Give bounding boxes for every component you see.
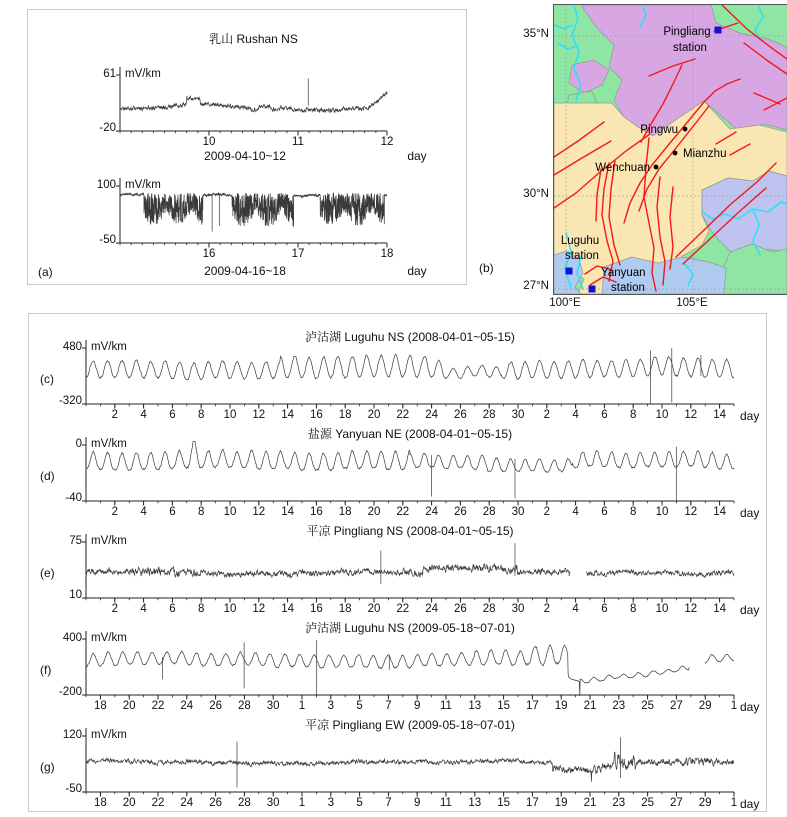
x-tick-g-22: 1 — [730, 797, 738, 809]
x-tick-a1-0: 10 — [202, 136, 216, 148]
panel-label-c: (c) — [40, 372, 54, 386]
x-tick-g-4: 26 — [209, 797, 222, 809]
x-tick-g-0: 18 — [93, 797, 107, 809]
x-tick-d-14: 30 — [511, 506, 525, 518]
xaxis-day-label-a2: day — [407, 264, 427, 278]
x-tick-f-17: 21 — [583, 700, 597, 712]
x-tick-e-15: 2 — [543, 603, 550, 615]
city-dot-1 — [673, 151, 678, 156]
unit-label-a1: mV/km — [125, 68, 161, 80]
map-label-1: station — [673, 42, 707, 54]
x-tick-d-20: 12 — [684, 506, 698, 518]
x-tick-g-15: 17 — [525, 797, 539, 809]
x-tick-c-2: 6 — [169, 409, 176, 421]
x-tick-c-3: 8 — [197, 409, 205, 421]
panel-label-f: (f) — [40, 663, 52, 677]
chart-canvas-a2 — [112, 174, 395, 257]
x-tick-g-1: 20 — [122, 797, 136, 809]
lat-label-1: 30°N — [523, 188, 549, 200]
city-dot-0 — [683, 127, 688, 132]
chart-canvas-f — [78, 627, 742, 709]
x-tick-e-6: 14 — [281, 603, 294, 615]
chart-title-g: 平凉 Pingliang EW (2009-05-18~07-01) — [305, 718, 515, 732]
y-min-label-d: -40 — [65, 492, 82, 504]
x-tick-e-5: 12 — [252, 603, 266, 615]
x-tick-c-20: 12 — [684, 409, 698, 421]
x-tick-a1-2: 12 — [380, 136, 394, 148]
caption-a1: 2009-04-10~12 — [204, 149, 286, 163]
x-tick-e-12: 26 — [453, 603, 467, 615]
x-tick-e-7: 16 — [309, 603, 323, 615]
x-tick-d-15: 2 — [543, 506, 550, 518]
x-tick-g-21: 29 — [698, 797, 712, 809]
x-tick-g-16: 19 — [554, 797, 568, 809]
x-tick-c-8: 18 — [338, 409, 352, 421]
unit-label-c: mV/km — [91, 341, 127, 353]
x-tick-g-3: 24 — [180, 797, 194, 809]
lat-label-0: 35°N — [523, 28, 549, 40]
x-tick-e-2: 6 — [169, 603, 176, 615]
x-tick-f-8: 3 — [327, 700, 334, 712]
xaxis-day-label-f: day — [740, 700, 760, 714]
x-tick-f-10: 7 — [385, 700, 392, 712]
x-tick-f-22: 1 — [730, 700, 738, 712]
chart-title-e: 平凉 Pingliang NS (2008-04-01~05-15) — [306, 524, 514, 538]
station-marker-0 — [715, 27, 722, 34]
x-tick-g-11: 9 — [413, 797, 421, 809]
x-tick-d-0: 2 — [111, 506, 118, 518]
x-tick-g-5: 28 — [237, 797, 251, 809]
y-min-label-g: -50 — [65, 783, 82, 795]
lon-label-0: 100°E — [549, 297, 581, 309]
x-tick-f-3: 24 — [180, 700, 194, 712]
x-tick-f-5: 28 — [237, 700, 251, 712]
x-tick-c-12: 26 — [453, 409, 467, 421]
lon-label-1: 105°E — [676, 297, 708, 309]
x-tick-g-20: 27 — [669, 797, 683, 809]
x-tick-g-10: 7 — [385, 797, 392, 809]
chart-title-d: 盐源 Yanyuan NE (2008-04-01~05-15) — [307, 427, 513, 441]
x-tick-c-19: 10 — [655, 409, 669, 421]
x-tick-e-10: 22 — [396, 603, 410, 615]
x-tick-g-2: 22 — [151, 797, 165, 809]
x-tick-f-20: 27 — [669, 700, 683, 712]
unit-label-e: mV/km — [91, 535, 127, 547]
x-tick-a1-1: 11 — [292, 136, 304, 148]
x-tick-g-13: 13 — [468, 797, 482, 809]
x-tick-d-21: 14 — [713, 506, 726, 518]
panel-label-d: (d) — [40, 469, 55, 483]
xaxis-day-label-g: day — [740, 797, 760, 811]
xaxis-day-label-c: day — [740, 409, 760, 423]
y-max-label-d: 0 — [75, 438, 82, 450]
x-tick-e-20: 12 — [684, 603, 698, 615]
chart-title-f: 泸沽湖 Luguhu NS (2009-05-18~07-01) — [305, 621, 515, 635]
y-min-label-a1: -20 — [99, 122, 116, 134]
x-tick-c-9: 20 — [367, 409, 381, 421]
map-label-2: Pingwu — [640, 124, 678, 136]
x-tick-c-7: 16 — [309, 409, 323, 421]
map-label-7: Yanyuan — [601, 267, 646, 279]
y-max-label-a1: 61 — [103, 68, 116, 80]
lat-label-2: 27°N — [523, 280, 549, 292]
x-tick-e-18: 8 — [629, 603, 637, 615]
x-tick-g-9: 5 — [356, 797, 363, 809]
x-tick-f-19: 25 — [641, 700, 654, 712]
x-tick-f-0: 18 — [93, 700, 107, 712]
x-tick-e-21: 14 — [713, 603, 726, 615]
x-tick-f-2: 22 — [151, 700, 165, 712]
x-tick-c-21: 14 — [713, 409, 726, 421]
x-tick-c-1: 4 — [140, 409, 147, 421]
x-tick-d-3: 8 — [197, 506, 205, 518]
x-tick-d-16: 4 — [572, 506, 579, 518]
unit-label-d: mV/km — [91, 438, 127, 450]
x-tick-g-6: 30 — [266, 797, 280, 809]
x-tick-c-11: 24 — [425, 409, 438, 421]
unit-label-g: mV/km — [91, 729, 127, 741]
x-tick-g-12: 11 — [440, 797, 452, 809]
x-tick-g-14: 15 — [497, 797, 510, 809]
x-tick-f-4: 26 — [209, 700, 222, 712]
x-tick-f-14: 15 — [497, 700, 510, 712]
x-tick-e-9: 20 — [367, 603, 381, 615]
x-tick-c-14: 30 — [511, 409, 525, 421]
x-tick-d-4: 10 — [223, 506, 237, 518]
map-label-5: Luguhu — [560, 235, 600, 247]
station-marker-2 — [589, 286, 596, 293]
chart-canvas-e — [78, 530, 742, 612]
x-tick-e-8: 18 — [338, 603, 352, 615]
y-max-label-f: 400 — [62, 632, 82, 644]
x-tick-g-8: 3 — [327, 797, 334, 809]
panel-label-g: (g) — [40, 760, 55, 774]
x-tick-e-11: 24 — [425, 603, 438, 615]
chart-canvas-c — [78, 336, 742, 418]
y-max-label-e: 75 — [69, 535, 82, 547]
x-tick-e-17: 6 — [601, 603, 608, 615]
panel-label-e: (e) — [40, 566, 55, 580]
x-tick-a2-2: 18 — [380, 248, 394, 260]
x-tick-d-5: 12 — [252, 506, 266, 518]
x-tick-d-18: 8 — [629, 506, 637, 518]
x-tick-e-1: 4 — [140, 603, 147, 615]
x-tick-c-16: 4 — [572, 409, 579, 421]
x-tick-e-4: 10 — [223, 603, 237, 615]
x-tick-f-6: 30 — [266, 700, 280, 712]
xaxis-day-label-e: day — [740, 603, 760, 617]
x-tick-f-15: 17 — [525, 700, 539, 712]
x-tick-d-2: 6 — [169, 506, 176, 518]
x-tick-f-9: 5 — [356, 700, 363, 712]
y-min-label-c: -320 — [58, 395, 82, 407]
xaxis-day-label-a1: day — [407, 149, 427, 163]
xaxis-day-label-d: day — [740, 506, 760, 520]
y-min-label-e: 10 — [69, 589, 82, 601]
x-tick-e-19: 10 — [655, 603, 669, 615]
x-tick-e-14: 30 — [511, 603, 525, 615]
x-tick-c-0: 2 — [111, 409, 118, 421]
chart-canvas-g — [78, 724, 742, 806]
x-tick-c-18: 8 — [629, 409, 637, 421]
x-tick-f-18: 23 — [612, 700, 626, 712]
panel-a-label: (a) — [38, 265, 53, 279]
unit-label-a2: mV/km — [125, 179, 161, 191]
y-max-label-c: 480 — [62, 341, 82, 353]
x-tick-e-16: 4 — [572, 603, 579, 615]
x-tick-d-10: 22 — [396, 506, 410, 518]
x-tick-d-11: 24 — [425, 506, 438, 518]
x-tick-g-17: 21 — [583, 797, 597, 809]
map-label-3: Mianzhu — [683, 148, 727, 160]
station-marker-1 — [566, 268, 573, 275]
x-tick-f-16: 19 — [554, 700, 568, 712]
x-tick-f-7: 1 — [298, 700, 306, 712]
unit-label-f: mV/km — [91, 632, 127, 644]
x-tick-d-17: 6 — [601, 506, 608, 518]
x-tick-d-1: 4 — [140, 506, 147, 518]
y-min-label-a2: -50 — [99, 234, 116, 246]
x-tick-g-19: 25 — [641, 797, 654, 809]
x-tick-d-13: 28 — [482, 506, 496, 518]
x-tick-f-12: 11 — [440, 700, 452, 712]
x-tick-d-19: 10 — [655, 506, 669, 518]
x-tick-d-6: 14 — [281, 506, 294, 518]
x-tick-f-11: 9 — [413, 700, 421, 712]
x-tick-c-10: 22 — [396, 409, 410, 421]
map-label-8: station — [611, 282, 645, 294]
x-tick-c-15: 2 — [543, 409, 550, 421]
x-tick-c-13: 28 — [482, 409, 496, 421]
panel-a-title: 乳山 Rushan NS — [209, 32, 298, 46]
x-tick-g-18: 23 — [612, 797, 626, 809]
x-tick-e-3: 8 — [197, 603, 205, 615]
x-tick-c-4: 10 — [223, 409, 237, 421]
chart-canvas-d — [78, 433, 742, 515]
x-tick-e-13: 28 — [482, 603, 496, 615]
map-canvas — [553, 4, 787, 295]
x-tick-f-21: 29 — [698, 700, 712, 712]
x-tick-d-9: 20 — [367, 506, 381, 518]
y-max-label-a2: 100 — [96, 179, 116, 191]
map-label-0: Pingliang — [663, 26, 711, 38]
x-tick-a2-0: 16 — [202, 248, 216, 260]
x-tick-d-7: 16 — [309, 506, 323, 518]
x-tick-f-1: 20 — [122, 700, 136, 712]
x-tick-d-8: 18 — [338, 506, 352, 518]
x-tick-c-5: 12 — [252, 409, 266, 421]
x-tick-c-17: 6 — [601, 409, 608, 421]
chart-canvas-a1 — [112, 63, 395, 145]
x-tick-d-12: 26 — [453, 506, 467, 518]
x-tick-a2-1: 17 — [291, 248, 305, 260]
panel-b-label: (b) — [479, 261, 494, 275]
chart-title-c: 泸沽湖 Luguhu NS (2008-04-01~05-15) — [305, 330, 515, 344]
map-label-4: Wenchuan — [595, 162, 650, 174]
y-min-label-f: -200 — [58, 686, 82, 698]
x-tick-f-13: 13 — [468, 700, 482, 712]
x-tick-c-6: 14 — [281, 409, 294, 421]
map-label-6: station — [565, 250, 599, 262]
city-dot-2 — [654, 165, 659, 170]
x-tick-g-7: 1 — [298, 797, 306, 809]
caption-a2: 2009-04-16~18 — [204, 264, 286, 278]
y-max-label-g: 120 — [62, 729, 82, 741]
x-tick-e-0: 2 — [111, 603, 118, 615]
